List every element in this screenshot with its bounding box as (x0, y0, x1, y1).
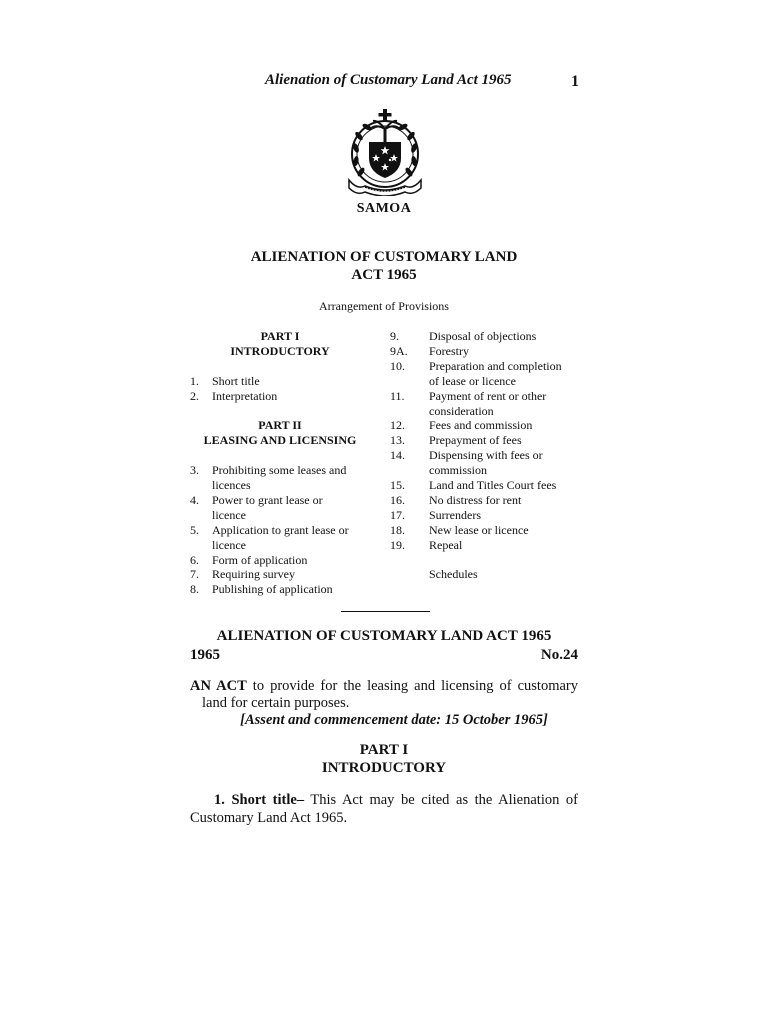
toc-schedules: Schedules (429, 567, 478, 582)
section-1 (190, 791, 578, 827)
toc-item: 19. Repeal (390, 537, 463, 552)
page-number: 1 (571, 73, 579, 90)
toc-item: 18. New lease or licence (390, 522, 529, 537)
part-heading-name: INTRODUCTORY (321, 760, 447, 776)
section-heading: 1. Short title– (214, 792, 305, 808)
toc-part-name: LEASING AND LICENSING (203, 433, 357, 448)
toc-part-label: PART I (260, 329, 300, 343)
arrangement-heading: Arrangement of Provisions (319, 299, 449, 313)
long-title (190, 627, 578, 665)
toc-item: 3. Prohibiting some leases and licences (190, 463, 347, 493)
toc-item: 9A. Forestry (390, 343, 469, 358)
long-title-name: ALIENATION OF CUSTOMARY LAND ACT 1965 (216, 628, 552, 644)
toc-left-column (190, 329, 370, 597)
toc-item: 7. Requiring survey (190, 567, 295, 582)
toc-item: 12. Fees and commission (390, 418, 533, 433)
toc-item: 14. Dispensing with fees or commission (390, 448, 543, 478)
toc-part-label: PART II (258, 418, 302, 433)
toc-part-name: INTRODUCTORY (230, 343, 330, 358)
preamble-text: to provide for the leasing and licensing of customary (246, 678, 578, 694)
toc-item: 15. Land and Titles Court fees (390, 478, 557, 493)
act-year: 1965 (190, 647, 220, 663)
section-divider (341, 611, 430, 612)
act-title (0, 248, 768, 284)
toc-item: 16. No distress for rent (390, 492, 522, 507)
toc-item: 13. Prepayment of fees (390, 433, 522, 448)
samoa-coat-of-arms-icon (343, 108, 427, 196)
preamble (190, 678, 578, 729)
act-title-line-1: ALIENATION OF CUSTOMARY LAND (250, 249, 518, 265)
toc-item: 17. Surrenders (390, 507, 481, 522)
toc-right-column (390, 329, 590, 582)
section-text-continued: Customary Land Act 1965. (190, 810, 348, 826)
preamble-text-continued: land for certain purposes. (202, 695, 350, 711)
toc-item: 9. Disposal of objections (390, 329, 537, 343)
toc-item: 5. Application to grant lease or licence (190, 522, 349, 552)
act-title-line-2: ACT 1965 (351, 267, 417, 283)
assent-date: [Assent and commencement date: 15 October 1965] (240, 712, 548, 728)
act-number: No.24 (540, 647, 578, 663)
toc-item: 4. Power to grant lease or licence (190, 492, 323, 522)
toc-item: 2. Interpretation (190, 388, 278, 403)
toc-item: 1. Short title (190, 373, 260, 388)
section-text: This Act may be cited as the Alienation of (304, 792, 579, 808)
toc-item: 6. Form of application (190, 552, 308, 567)
toc-item: 11. Payment of rent or other consideration (390, 388, 547, 418)
toc-item: 8. Publishing of application (190, 582, 333, 597)
toc-item: 10. Preparation and completion of lease or licence (390, 358, 562, 388)
running-header-title: Alienation of Customary Land Act 1965 (265, 72, 512, 88)
part-heading (0, 741, 768, 777)
country-heading: SAMOA (356, 201, 412, 216)
part-heading-label: PART I (359, 742, 409, 758)
preamble-lead: AN ACT (190, 678, 247, 694)
